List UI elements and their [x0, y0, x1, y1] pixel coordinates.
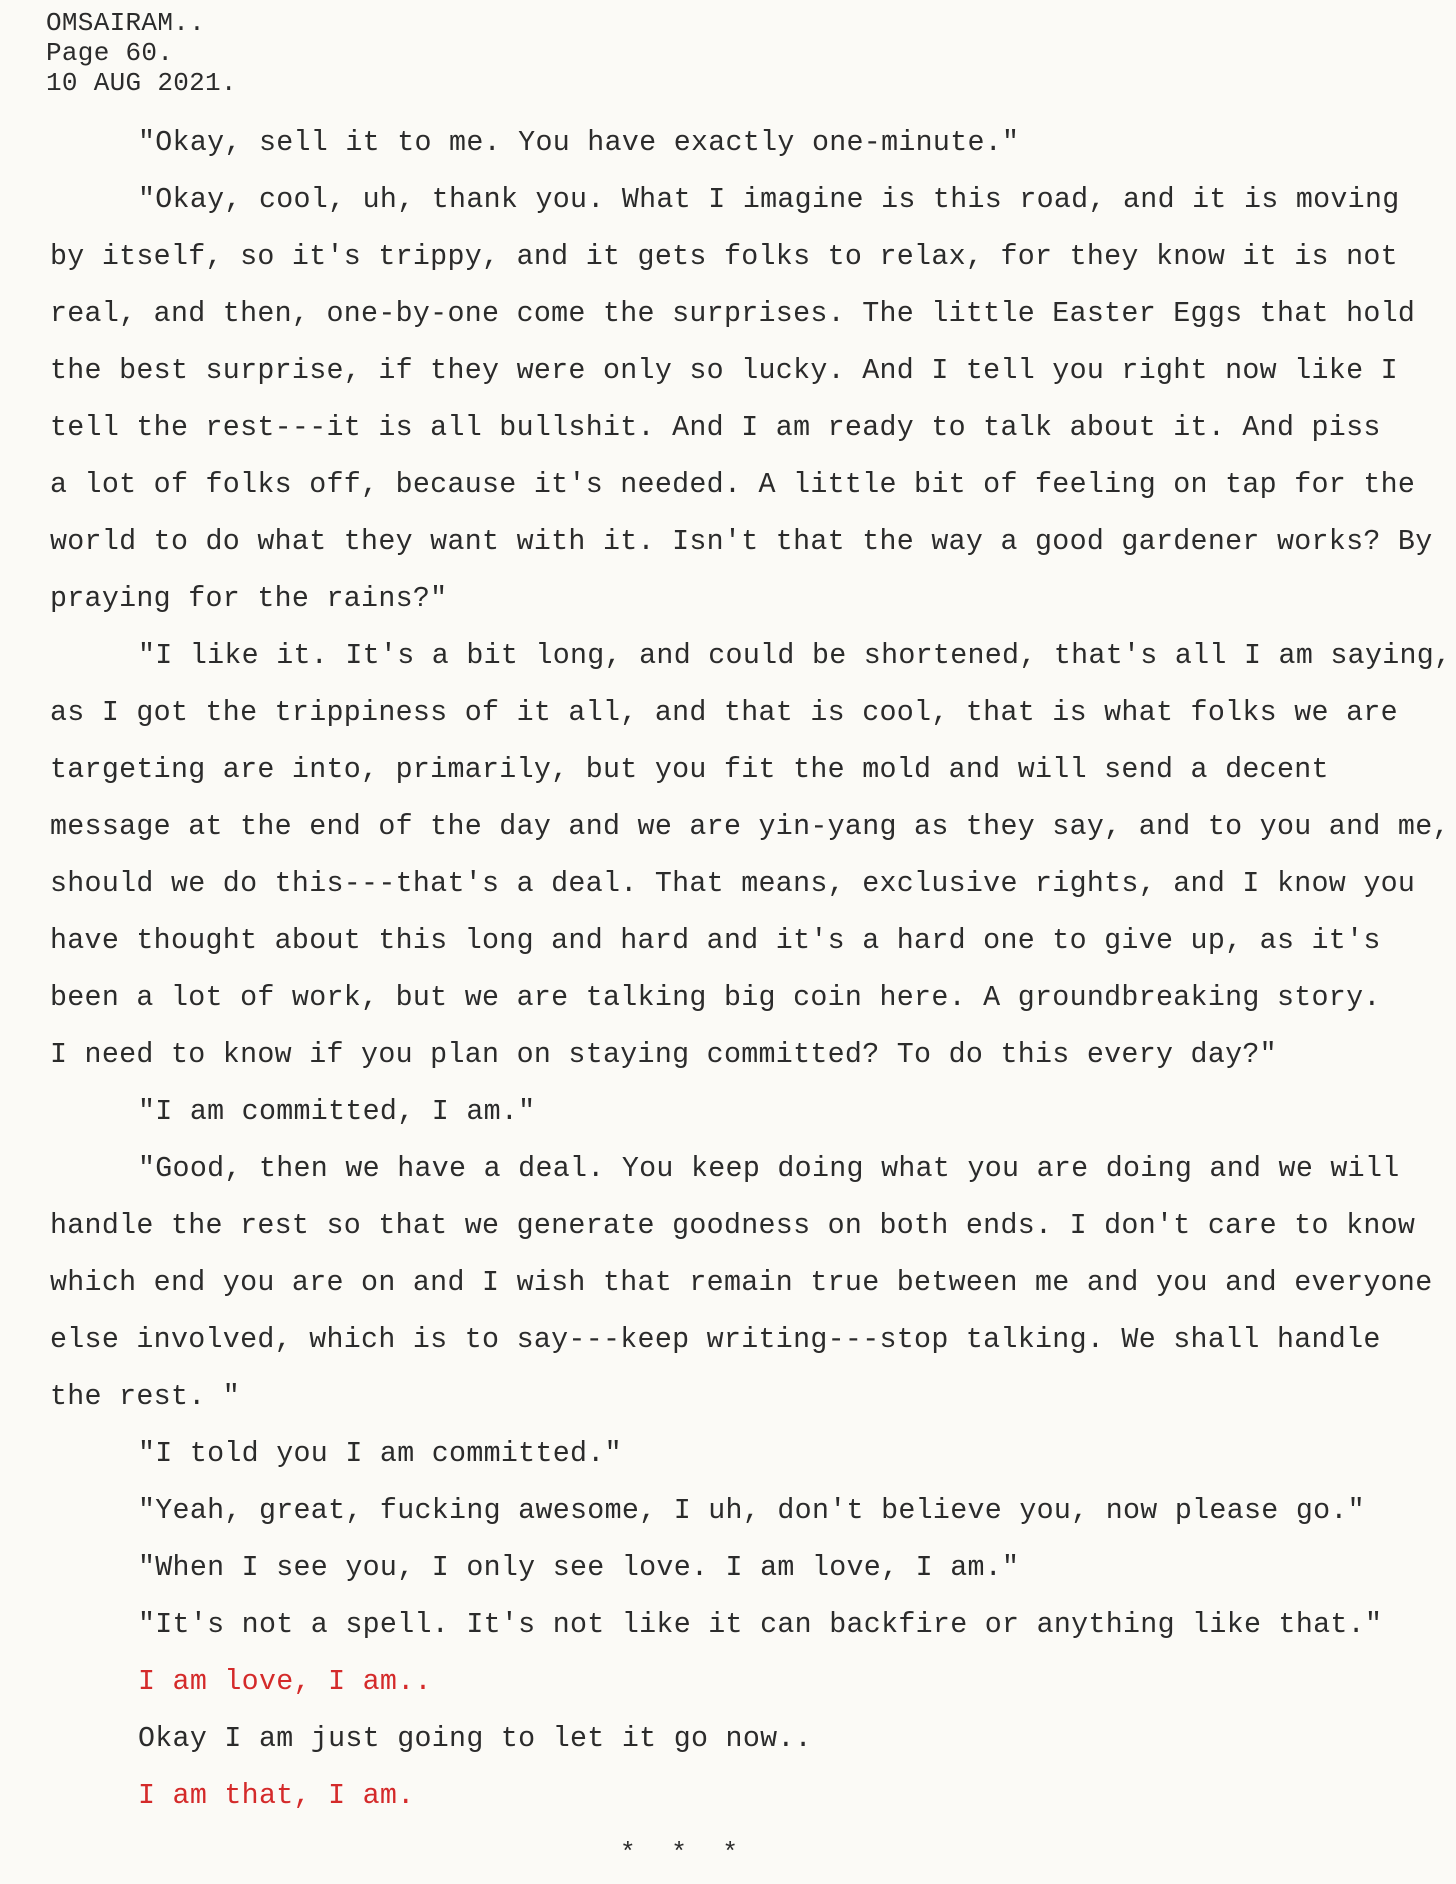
text-line: have thought about this long and hard and it's a hard one to give up, as it's [50, 925, 1381, 957]
text-line: "When I see you, I only see love. I am love, I am." [138, 1552, 1020, 1584]
text-line: real, and then, one-by-one come the surprises. The little Easter Eggs that hold [50, 298, 1416, 330]
page-header [46, 8, 237, 98]
text-line: the best surprise, if they were only so lucky. And I tell you right now like I [50, 355, 1398, 387]
text-line: "Good, then we have a deal. You keep doing what you are doing and we will [138, 1153, 1400, 1185]
text-line: else involved, which is to say---keep writing---stop talking. We shall handle [50, 1324, 1381, 1356]
text-line: Okay I am just going to let it go now.. [138, 1723, 812, 1755]
text-line: by itself, so it's trippy, and it gets folks to relax, for they know it is not [50, 241, 1398, 273]
text-line: "Okay, cool, uh, thank you. What I imagine is this road, and it is moving [138, 184, 1400, 216]
text-line: a lot of folks off, because it's needed. A little bit of feeling on tap for the [50, 469, 1416, 501]
text-line: tell the rest---it is all bullshit. And I am ready to talk about it. And piss [50, 412, 1381, 444]
page-number: Page 60. [46, 38, 174, 68]
text-line: "I told you I am committed." [138, 1438, 622, 1470]
text-line: I am that, I am. [138, 1780, 415, 1812]
page-date: 10 AUG 2021. [46, 68, 237, 98]
text-line: targeting are into, primarily, but you fit the mold and will send a decent [50, 754, 1329, 786]
section-separator: * * * [620, 1838, 749, 1868]
text-line: world to do what they want with it. Isn't that the way a good gardener works? By [50, 526, 1433, 558]
text-line: as I got the trippiness of it all, and that is cool, that is what folks we are [50, 697, 1398, 729]
text-line: "I like it. It's a bit long, and could be shortened, that's all I am saying, [138, 640, 1452, 672]
header-title: OMSAIRAM.. [46, 8, 206, 38]
text-line: "Yeah, great, fucking awesome, I uh, don't believe you, now please go." [138, 1495, 1365, 1527]
text-line: I am love, I am.. [138, 1666, 432, 1698]
text-line: which end you are on and I wish that remain true between me and you and everyone [50, 1267, 1433, 1299]
text-line: "Okay, sell it to me. You have exactly one-minute." [138, 127, 1020, 159]
text-line: should we do this---that's a deal. That means, exclusive rights, and I know you [50, 868, 1416, 900]
text-line: I need to know if you plan on staying committed? To do this every day?" [50, 1039, 1277, 1071]
text-line: been a lot of work, but we are talking big coin here. A groundbreaking story. [50, 982, 1381, 1014]
text-line: "I am committed, I am." [138, 1096, 536, 1128]
text-line: praying for the rains?" [50, 583, 448, 615]
text-line: handle the rest so that we generate goodness on both ends. I don't care to know [50, 1210, 1416, 1242]
text-line: message at the end of the day and we are yin-yang as they say, and to you and me, [50, 811, 1450, 843]
text-line: "It's not a spell. It's not like it can backfire or anything like that." [138, 1609, 1383, 1641]
text-line: the rest. " [50, 1381, 241, 1413]
document-body [50, 115, 1452, 1825]
